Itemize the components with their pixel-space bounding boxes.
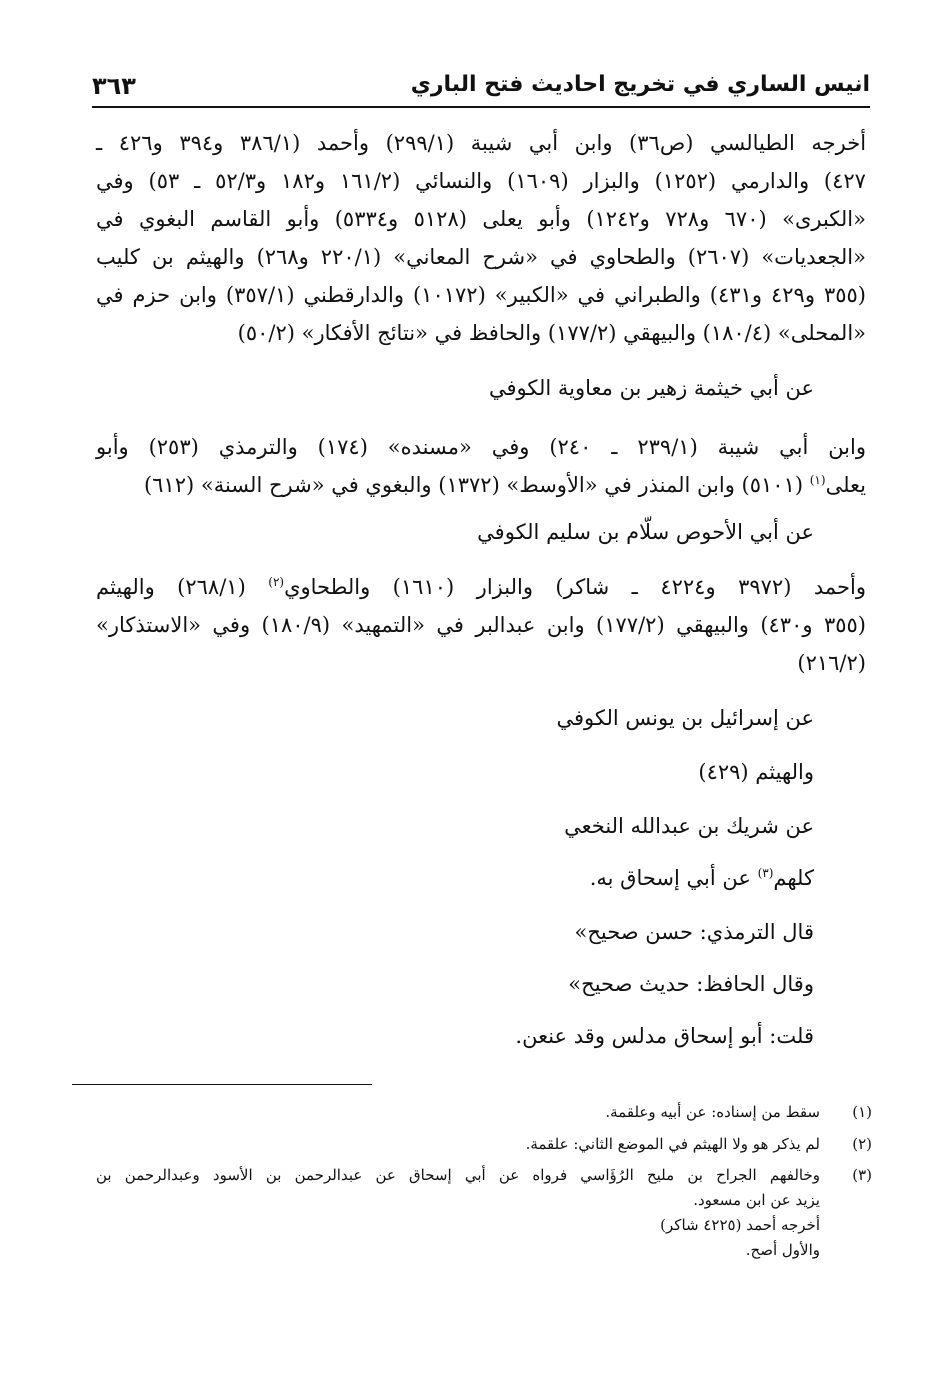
text-fragment: (٢٦٨/١) والهيثم xyxy=(96,575,269,599)
footnote-text: وخالفهم الجراح بن مليح الرُؤَاسي فرواه عن أبي إسحاق عن عبدالرحمن بن الأسود وعبدالرحمن بن xyxy=(96,1166,820,1184)
text-fragment: كلهم xyxy=(773,866,814,890)
text-line: «الجعديات» (٢٦٠٧) والطحاوي في «شرح المعاني» (٢٢٠/١ و٢٦٨) والهيثم بن كليب xyxy=(96,245,866,269)
chain-heading-3: عن إسرائيل بن يونس الكوفي xyxy=(556,706,814,730)
chain-summary xyxy=(590,866,814,890)
footnote-number: (٣) xyxy=(852,1166,872,1184)
paragraph-takhrij-3 xyxy=(96,568,866,682)
text-line xyxy=(96,466,866,504)
text-line: «المحلى» (١٨٠/٤) والبيهقي (١٧٧/٢) والحافظ في «نتائج الأفكار» (٥٠/٢) xyxy=(237,321,866,345)
footnote-text: سقط من إسناده: عن أبيه وعلقمة. xyxy=(605,1103,820,1121)
chain-heading-4: عن شريك بن عبدالله النخعي xyxy=(564,814,814,838)
paragraph-takhrij-1 xyxy=(96,124,866,352)
text-line: (٢١٦/٢) xyxy=(797,651,866,675)
text-line xyxy=(96,568,866,606)
footnote-3 xyxy=(96,1163,872,1263)
footnote-text: يزيد عن ابن مسعود. xyxy=(693,1191,820,1209)
text-line: وابن أبي شيبة (٢٣٩/١ ـ ٢٤٠) وفي «مسنده» (١٧٤) والترمذي (٢٥٣) وأبو xyxy=(96,435,866,459)
text-line: ٤٢٧) والدارمي (١٢٥٢) والبزار (١٦٠٩) والنسائي (١٦١/٢ و١٨٢ و٥٢/٣ ـ ٥٣) وفي xyxy=(96,169,866,193)
author-comment: قلت: أبو إسحاق مدلس وقد عنعن. xyxy=(515,1024,814,1048)
hafiz-ruling: وقال الحافظ: حديث صحيح» xyxy=(568,972,814,996)
page-number: ٣٦٣ xyxy=(92,72,136,100)
text-line: (٣٥٥ و٤٢٩ و٤٣١) والطبراني في «الكبير» (١٠١٧٢) والدارقطني (٣٥٧/١) وابن حزم في xyxy=(96,283,866,307)
chain-line-haytham: والهيثم (٤٢٩) xyxy=(698,760,814,784)
text-fragment: وأحمد (٣٩٧٢ و٤٢٢٤ ـ شاكر) والبزار (١٦١٠) والطحاوي xyxy=(284,575,866,599)
text-fragment: يعلى xyxy=(825,473,866,497)
footnote-text: والأول أصح. xyxy=(745,1241,820,1259)
text-line: أخرجه الطيالسي (ص٣٦) وابن أبي شيبة (٢٩٩/١) وأحمد (٣٨٦/١ و٣٩٤ و٤٢٦ ـ xyxy=(96,131,867,155)
footnote-ref-2[interactable]: (٢) xyxy=(268,575,285,589)
page-header xyxy=(92,70,870,108)
tirmidhi-ruling: قال الترمذي: حسن صحيح» xyxy=(574,920,814,944)
footnote-text: لم يذكر هو ولا الهيثم في الموضع الثاني: علقمة. xyxy=(525,1135,820,1153)
text-fragment: (٥١٠١) وابن المنذر في «الأوسط» (١٣٧٢) والبغوي في «شرح السنة» (٦١٢) xyxy=(143,473,810,497)
text-line: (٣٥٥ و٤٣٠) والبيهقي (١٧٧/٢) وابن عبدالبر في «التمهيد» (١٨٠/٩) وفي «الاستذكار» xyxy=(96,613,866,637)
footnote-1 xyxy=(96,1100,872,1125)
paragraph-takhrij-2 xyxy=(96,428,866,504)
running-title: انيس الساري في تخريج احاديث فتح الباري xyxy=(410,72,870,97)
text-line: «الكبرى» (٦٧٠ و٧٢٨ و١٢٤٢) وأبو يعلى (٥١٢٨ و٥٣٣٤) وأبو القاسم البغوي في xyxy=(96,207,866,231)
footnote-text: أخرجه أحمد (٤٢٢٥ شاكر) xyxy=(660,1216,820,1234)
footnote-number: (١) xyxy=(852,1103,872,1121)
chain-heading-1: عن أبي خيثمة زهير بن معاوية الكوفي xyxy=(488,376,814,400)
footnote-ref-3[interactable]: (٣) xyxy=(757,866,774,880)
footnote-ref-1[interactable]: (١) xyxy=(809,473,826,487)
footnote-2 xyxy=(96,1132,872,1157)
footnotes xyxy=(96,1100,872,1263)
footnote-number: (٢) xyxy=(852,1135,872,1153)
chain-heading-2: عن أبي الأحوص سلّام بن سليم الكوفي xyxy=(477,520,814,544)
text-fragment: عن أبي إسحاق به. xyxy=(589,866,758,890)
footnote-separator xyxy=(72,1084,372,1085)
